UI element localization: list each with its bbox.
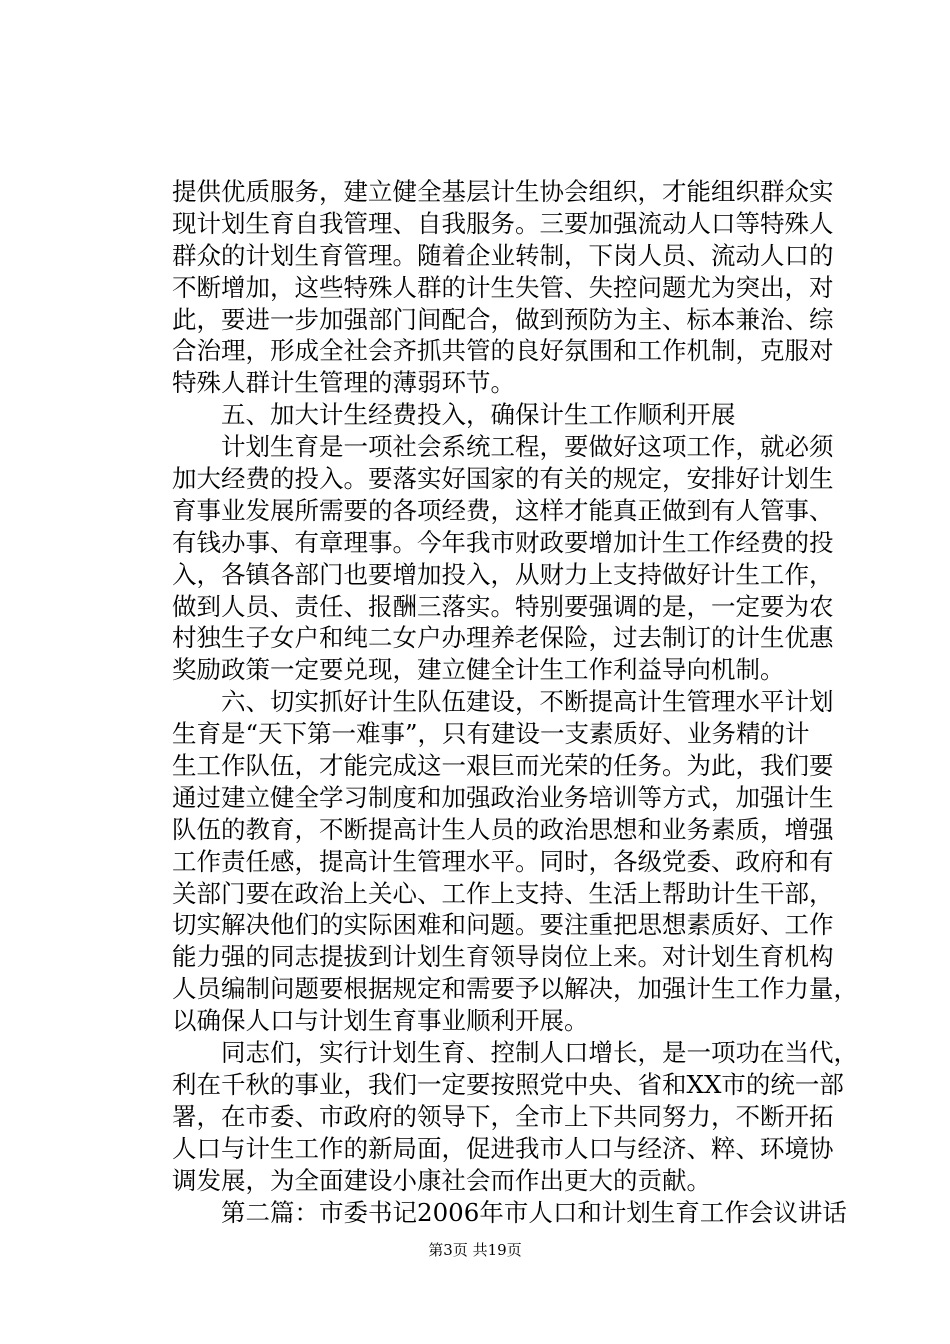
page-number: 第3页 共19页 (428, 1241, 522, 1259)
text-line: 加大经费的投入。要落实好国家的有关的规定，安排好计划生 (172, 464, 834, 494)
text-line: 做到人员、责任、报酬三落实。特别要强调的是，一定要为农 (172, 591, 834, 621)
text-line: 同志们，实行计划生育、控制人口增长，是一项功在当代， (172, 1038, 858, 1068)
section-heading: 六、切实抓好计生队伍建设，不断提高计生管理水平计划 (172, 687, 834, 717)
text-line: 生工作队伍，才能完成这一艰巨而光荣的任务。为此，我们要 (172, 751, 834, 781)
text-line: 合治理，形成全社会齐抓共管的良好氛围和工作机制，克服对 (172, 336, 834, 366)
text-line: 奖励政策一定要兑现，建立健全计生工作利益导向机制。 (172, 655, 785, 685)
text-line: 育事业发展所需要的各项经费，这样才能真正做到有人管事、 (172, 495, 834, 525)
text-line: 切实解决他们的实际困难和问题。要注重把思想素质好、工作 (172, 910, 834, 940)
text-line: 能力强的同志提拔到计划生育领导岗位上来。对计划生育机构 (172, 942, 834, 972)
text-line: 以确保人口与计划生育事业顺利开展。 (172, 1006, 589, 1036)
text-line: 利在千秋的事业，我们一定要按照党中央、省和XX市的统一部 (172, 1069, 844, 1099)
text-line: 生育是“天下第一难事”，只有建设一支素质好、业务精的计 (172, 719, 810, 749)
text-line: 特殊人群计生管理的薄弱环节。 (172, 368, 515, 398)
text-line: 关部门要在政治上关心、工作上支持、生活上帮助计生干部， (172, 878, 834, 908)
text-line: 工作责任感，提高计生管理水平。同时，各级党委、政府和有 (172, 846, 834, 876)
section-heading: 五、加大计生经费投入，确保计生工作顺利开展 (172, 400, 736, 430)
document-body (172, 176, 858, 1228)
text-line: 人口与计生工作的新局面，促进我市人口与经济、粹、环境协 (172, 1133, 834, 1163)
text-line: 此，要进一步加强部门间配合，做到预防为主、标本兼治、综 (172, 304, 834, 334)
text-line: 人员编制问题要根据规定和需要予以解决，加强计生工作力量， (172, 974, 858, 1004)
text-line: 通过建立健全学习制度和加强政治业务培训等方式，加强计生 (172, 782, 834, 812)
text-line: 署，在市委、市政府的领导下，全市上下共同努力，不断开拓 (172, 1101, 834, 1131)
page-footer (0, 1240, 950, 1260)
text-line: 入，各镇各部门也要增加投入，从财力上支持做好计生工作， (172, 559, 834, 589)
text-line: 有钱办事、有章理事。今年我市财政要增加计生工作经费的投 (172, 527, 834, 557)
text-line: 计划生育是一项社会系统工程，要做好这项工作，就必须 (172, 432, 834, 462)
text-line: 提供优质服务，建立健全基层计生协会组织，才能组织群众实 (172, 177, 834, 206)
text-line: 群众的计划生育管理。随着企业转制，下岗人员、流动人口的 (172, 240, 834, 270)
text-line: 村独生子女户和纯二女户办理养老保险，过去制订的计生优惠 (172, 623, 834, 653)
text-line: 现计划生育自我管理、自我服务。三要加强流动人口等特殊人 (172, 208, 834, 238)
text-line: 调发展，为全面建设小康社会而作出更大的贡献。 (172, 1165, 711, 1195)
section-heading: 第二篇：市委书记2006年市人口和计划生育工作会议讲话 (172, 1197, 847, 1227)
text-line: 队伍的教育，不断提高计生人员的政治思想和业务素质，增强 (172, 814, 834, 844)
text-line: 不断增加，这些特殊人群的计生失管、失控问题尤为突出，对 (172, 272, 834, 302)
